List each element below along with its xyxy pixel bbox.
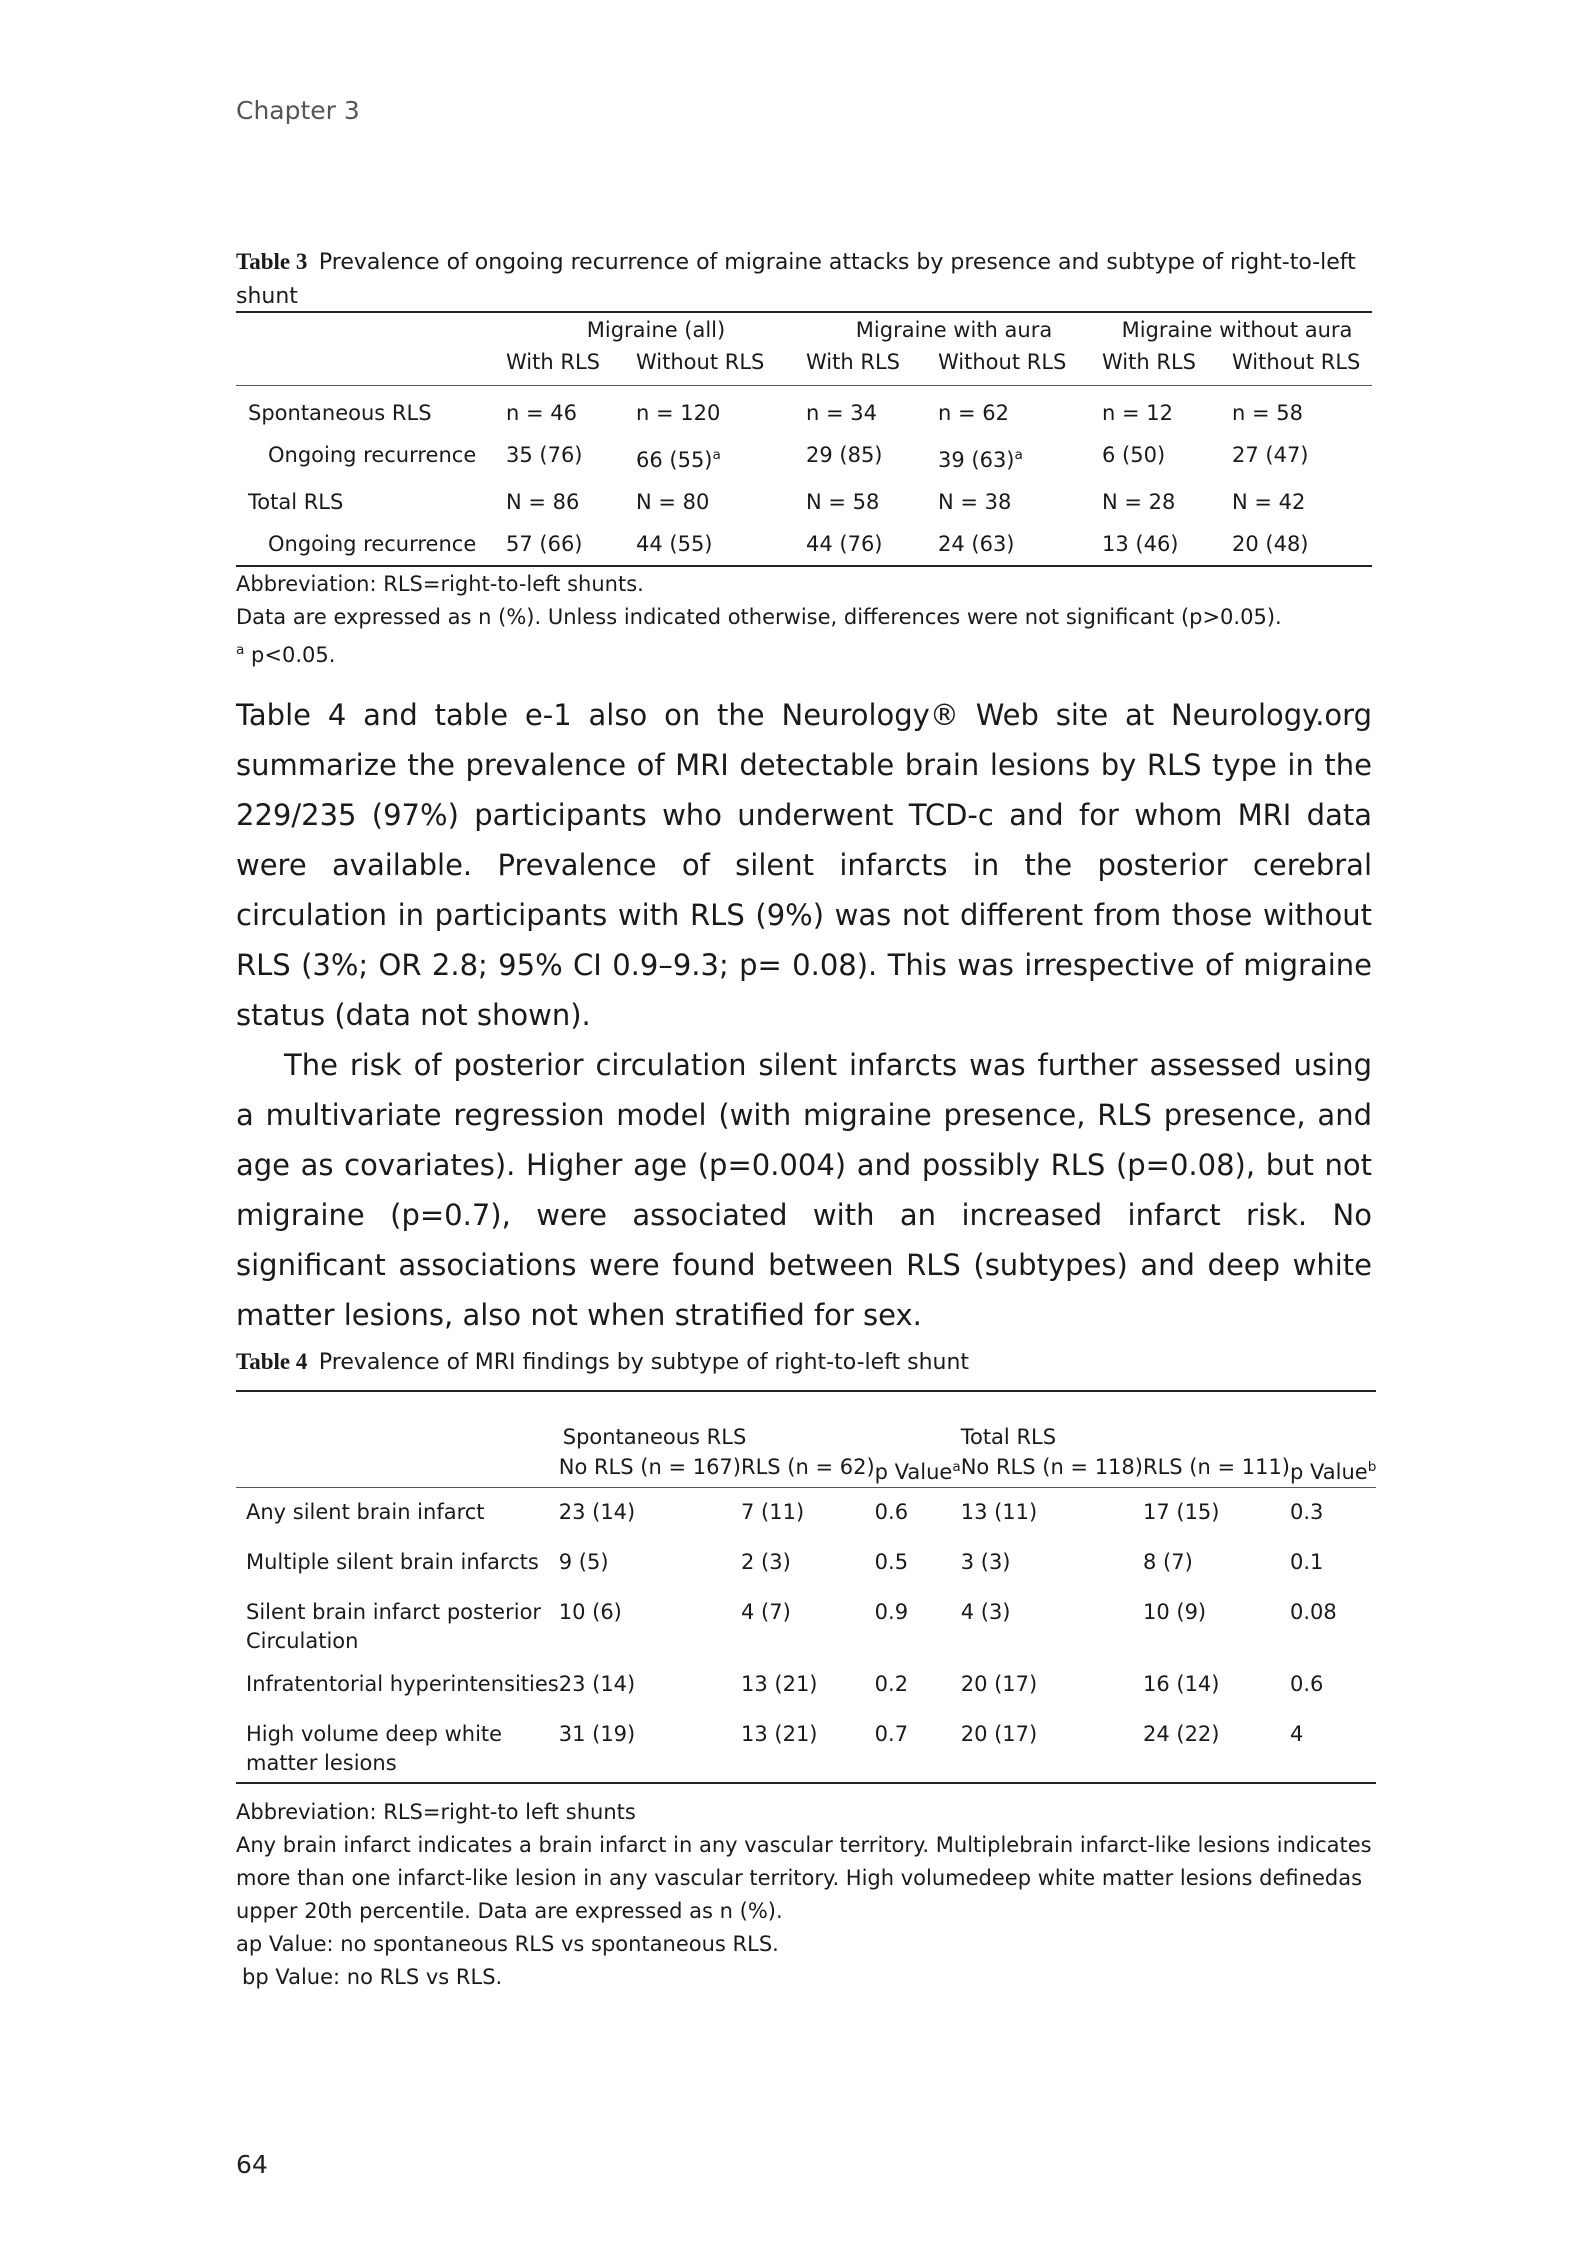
row-label: Multiple silent brain infarcts bbox=[246, 1550, 539, 1574]
table4-note: Abbreviation: RLS=right-to left shunts bbox=[236, 1800, 636, 1824]
table-cell: 29 (85) bbox=[806, 443, 883, 467]
table3-caption bbox=[236, 245, 1372, 313]
table-cell: 10 (9) bbox=[1142, 1600, 1207, 1624]
table-cell: 4 (7) bbox=[741, 1600, 791, 1624]
table-cell: n = 62 bbox=[938, 401, 1009, 425]
body-paragraph: The risk of posterior circulation silent infarcts was further assessed using a multivariate regression model (with migraine presence, RLS presence, and age as covariates). Higher age (p=0.004) and possibly RLS (p=0.08), but not migraine (p=0.7), were associated with an increased infarct risk. No significant associations were found between RLS (subtypes) and deep white matter lesions, also not when stratified for sex. bbox=[236, 1048, 1372, 1332]
table-cell: 0.9 bbox=[874, 1600, 909, 1624]
table-cell: 3 (3) bbox=[960, 1550, 1011, 1574]
table4-subheader-cell: No RLS (n = 118) bbox=[961, 1452, 1143, 1488]
table-cell: 20 (48) bbox=[1232, 532, 1309, 556]
table-cell: n = 34 bbox=[806, 401, 877, 425]
row-label: Infratentorial hyperintensities bbox=[246, 1672, 559, 1696]
table-cell bbox=[636, 434, 806, 481]
subheader-text: p Value bbox=[874, 1460, 953, 1484]
table-cell: n = 46 bbox=[506, 401, 577, 425]
footnote-marker: a bbox=[236, 642, 245, 658]
table4 bbox=[236, 1390, 1376, 1784]
table-row bbox=[236, 481, 1372, 523]
table3-group: Migraine (all) bbox=[586, 318, 726, 342]
table-cell: 44 (55) bbox=[636, 532, 713, 556]
table-cell: 0.08 bbox=[1290, 1600, 1337, 1624]
table3-note bbox=[236, 634, 1372, 672]
table-cell: 24 (22) bbox=[1142, 1722, 1220, 1746]
table3-label: Table 3 bbox=[236, 249, 308, 274]
table4-subheader-cell: No RLS (n = 167) bbox=[559, 1452, 741, 1488]
footnote-marker: a bbox=[952, 1459, 961, 1475]
table4-subheader bbox=[236, 1452, 1376, 1488]
table3-group: Migraine without aura bbox=[1121, 318, 1353, 342]
table-cell: n = 12 bbox=[1102, 401, 1173, 425]
table-cell: 10 (6) bbox=[558, 1600, 622, 1624]
table4-caption-text: Prevalence of MRI findings by subtype of right-to-left shunt bbox=[318, 1350, 970, 1375]
table4-subheader-cell: RLS (n = 62) bbox=[741, 1452, 875, 1488]
row-label: Total RLS bbox=[248, 490, 344, 514]
table-cell: 24 (63) bbox=[938, 532, 1015, 556]
footnote-marker: b bbox=[1367, 1459, 1377, 1475]
table-cell: n = 58 bbox=[1232, 401, 1303, 425]
table4-note: ap Value: no spontaneous RLS vs spontaneous RLS. bbox=[236, 1932, 779, 1956]
row-label: Ongoing recurrence bbox=[268, 532, 477, 556]
table-cell: 23 (14) bbox=[558, 1500, 636, 1524]
table-cell: 13 (21) bbox=[741, 1722, 818, 1746]
table-cell: 57 (66) bbox=[506, 532, 583, 556]
table3-subheader-cell: With RLS bbox=[506, 347, 636, 386]
table-cell: 7 (11) bbox=[741, 1500, 805, 1524]
table-cell: 0.2 bbox=[874, 1672, 909, 1696]
table-cell: 9 (5) bbox=[558, 1550, 609, 1574]
table-cell: 0.3 bbox=[1290, 1500, 1324, 1524]
table-cell: 13 (21) bbox=[741, 1672, 818, 1696]
table-row bbox=[236, 1660, 1376, 1710]
table3-note: Abbreviation: RLS=right-to-left shunts. bbox=[236, 572, 644, 596]
table4-group-header bbox=[236, 1422, 1376, 1452]
table3-caption-text: Prevalence of ongoing recurrence of migraine attacks by presence and subtype of right-to-left shunt bbox=[236, 250, 1356, 309]
table-cell: 31 (19) bbox=[558, 1722, 636, 1746]
table-cell: 17 (15) bbox=[1142, 1500, 1220, 1524]
table-cell: 16 (14) bbox=[1142, 1672, 1220, 1696]
row-label: Ongoing recurrence bbox=[268, 443, 477, 467]
table-cell: N = 42 bbox=[1232, 490, 1306, 514]
note-text: p<0.05. bbox=[251, 643, 336, 667]
table4-note: bp Value: no RLS vs RLS. bbox=[242, 1965, 503, 1989]
table4-group: Spontaneous RLS bbox=[562, 1425, 747, 1449]
table3-group-header bbox=[236, 312, 1372, 347]
table-cell: n = 120 bbox=[636, 401, 721, 425]
table-cell: 0.5 bbox=[874, 1550, 909, 1574]
table3-notes bbox=[236, 568, 1372, 672]
table-cell: 2 (3) bbox=[741, 1550, 791, 1574]
running-head: Chapter 3 bbox=[236, 96, 360, 125]
table4-subheader-cell: RLS (n = 111) bbox=[1143, 1452, 1290, 1488]
table-cell: 4 bbox=[1290, 1722, 1304, 1746]
table3-subheader-cell: Without RLS bbox=[636, 347, 806, 386]
table-cell: 44 (76) bbox=[806, 532, 883, 556]
table-cell: 0.6 bbox=[874, 1500, 909, 1524]
body-paragraph: Table 4 and table e-1 also on the Neurology® Web site at Neurology.org summarize the prevalence of MRI detectable brain lesions by RLS type in the 229/235 (97%) participants who underwent TCD-c and for whom MRI data were available. Prevalence of silent infarcts in the posterior cerebral circulation in participants with RLS (9%) was not different from those without RLS (3%; OR 2.8; 95% CI 0.9–9.3; p= 0.08). This was irrespective of migraine status (data not shown). bbox=[236, 698, 1372, 1032]
table4-caption bbox=[236, 1345, 1372, 1379]
table-row bbox=[236, 523, 1372, 566]
table-cell: 4 (3) bbox=[960, 1600, 1011, 1624]
subheader-text: p Value bbox=[1290, 1460, 1368, 1484]
table-cell: N = 38 bbox=[938, 490, 1012, 514]
table3-subheader-cell: Without RLS bbox=[938, 347, 1102, 386]
table4-label: Table 4 bbox=[236, 1349, 308, 1374]
table-cell: 35 (76) bbox=[506, 443, 583, 467]
table-row bbox=[236, 434, 1372, 481]
table-row bbox=[236, 1710, 1376, 1783]
row-label: High volume deep white matter lesions bbox=[246, 1722, 503, 1775]
table-cell: N = 86 bbox=[506, 490, 580, 514]
footnote-marker: a bbox=[712, 447, 721, 463]
table-cell: 0.1 bbox=[1290, 1550, 1324, 1574]
table-cell: 20 (17) bbox=[960, 1722, 1038, 1746]
table-cell: N = 58 bbox=[806, 490, 880, 514]
body-text bbox=[236, 690, 1372, 1340]
table-cell: 0.6 bbox=[1290, 1672, 1324, 1696]
page-number: 64 bbox=[236, 2150, 268, 2179]
table-cell: 13 (11) bbox=[960, 1500, 1038, 1524]
cell-value: 39 (63) bbox=[938, 448, 1015, 472]
cell-value: 66 (55) bbox=[636, 448, 713, 472]
table4-note: Any brain infarct indicates a brain infarct in any vascular territory. Multiplebrain infarct-like lesions indicates more than one infarct-like lesion in any vascular territory. High volumedeep white matter lesions definedas upper 20th percentile. Data are expressed as n (%). bbox=[236, 1833, 1372, 1923]
table-cell: 23 (14) bbox=[558, 1672, 636, 1696]
table-row bbox=[236, 386, 1372, 435]
table3-group: Migraine with aura bbox=[855, 318, 1053, 342]
table-cell bbox=[938, 434, 1102, 481]
table3-subheader-cell: With RLS bbox=[806, 347, 938, 386]
footnote-marker: a bbox=[1014, 447, 1023, 463]
row-label: Silent brain infarct posterior Circulation bbox=[246, 1600, 542, 1653]
table3-note: Data are expressed as n (%). Unless indicated otherwise, differences were not significant (p>0.05). bbox=[236, 605, 1282, 629]
table3-subheader-cell: Without RLS bbox=[1232, 347, 1372, 386]
table-cell: N = 80 bbox=[636, 490, 710, 514]
table4-subheader-cell bbox=[875, 1452, 961, 1488]
row-label: Spontaneous RLS bbox=[248, 401, 432, 425]
table-cell: 13 (46) bbox=[1102, 532, 1179, 556]
table-row bbox=[236, 1488, 1376, 1539]
table-cell: N = 28 bbox=[1102, 490, 1176, 514]
row-label: Any silent brain infarct bbox=[246, 1500, 485, 1524]
table-cell: 8 (7) bbox=[1142, 1550, 1193, 1574]
table-row bbox=[236, 1588, 1376, 1660]
table-cell: 20 (17) bbox=[960, 1672, 1038, 1696]
table-cell: 0.7 bbox=[874, 1722, 909, 1746]
table3-subheader bbox=[236, 347, 1372, 386]
table4-notes bbox=[236, 1796, 1372, 1994]
table-cell: 6 (50) bbox=[1102, 443, 1166, 467]
table4-group: Total RLS bbox=[960, 1425, 1057, 1449]
table-row bbox=[236, 1538, 1376, 1588]
table-cell: 27 (47) bbox=[1232, 443, 1309, 467]
table3 bbox=[236, 311, 1372, 567]
table3-subheader-cell: With RLS bbox=[1102, 347, 1232, 386]
table4-subheader-cell bbox=[1290, 1452, 1376, 1488]
